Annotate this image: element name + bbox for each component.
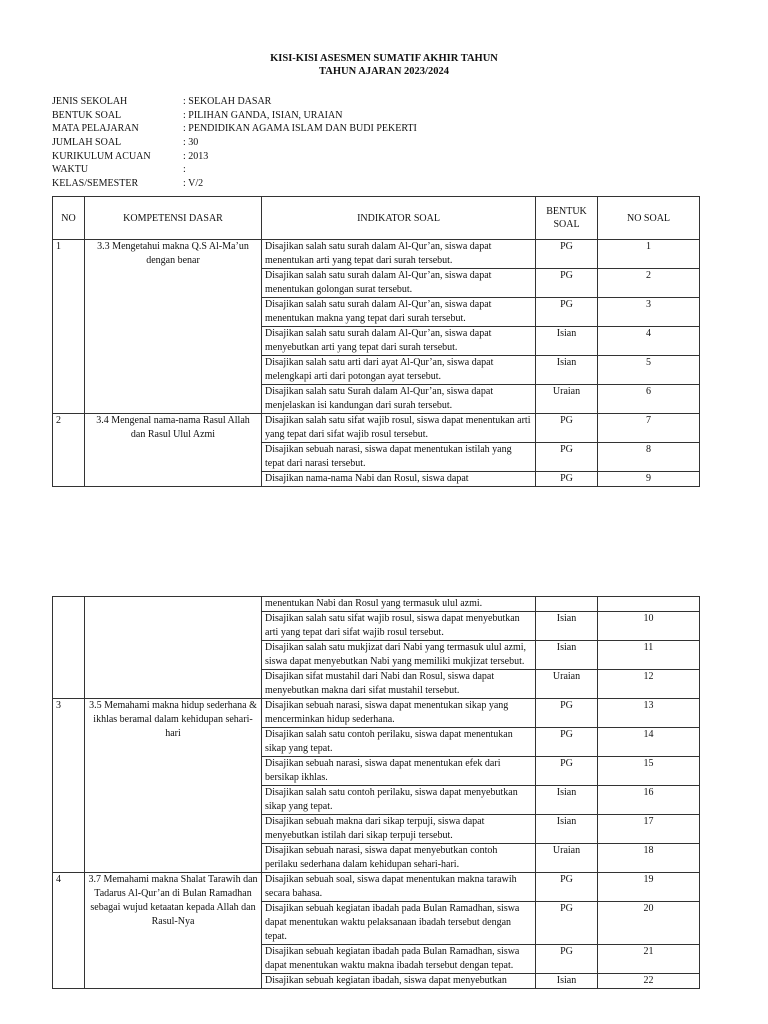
row-number: 3 — [53, 699, 85, 873]
no-soal-cell: 20 — [598, 902, 700, 945]
bentuk-soal-cell: Isian — [536, 327, 598, 356]
bentuk-soal-cell: Isian — [536, 815, 598, 844]
kompetensi-dasar-cell: 3.3 Mengetahui makna Q.S Al-Ma’un dengan benar — [85, 240, 262, 414]
info-label: JUMLAH SOAL — [52, 137, 122, 149]
no-soal-cell: 7 — [598, 414, 700, 443]
info-value: : SEKOLAH DASAR — [183, 96, 272, 107]
info-value: : PILIHAN GANDA, ISIAN, URAIAN — [183, 109, 343, 121]
bentuk-soal-cell: PG — [536, 298, 598, 327]
no-soal-cell: 22 — [598, 974, 700, 989]
bentuk-soal-cell: PG — [536, 414, 598, 443]
bentuk-soal-cell: Isian — [536, 641, 598, 670]
no-soal-cell: 3 — [598, 298, 700, 327]
info-label: KURIKULUM ACUAN — [52, 150, 151, 162]
no-soal-cell: 4 — [598, 327, 700, 356]
no-soal-cell: 14 — [598, 728, 700, 757]
bentuk-soal-cell — [536, 597, 598, 612]
kompetensi-dasar-cell: 3.7 Memahami makna Shalat Tarawih dan Tadarus Al-Qur’an di Bulan Ramadhan sebagai wujud ketaatan kepada Allah dan Rasul-Nya — [85, 873, 262, 989]
bentuk-soal-cell: Uraian — [536, 844, 598, 873]
header-no-soal: NO SOAL — [598, 197, 700, 240]
bentuk-soal-cell: PG — [536, 240, 598, 269]
no-soal-cell: 13 — [598, 699, 700, 728]
table-row-continuation — [53, 597, 700, 612]
no-soal-cell: 5 — [598, 356, 700, 385]
header-kompetensi-dasar: KOMPETENSI DASAR — [85, 197, 262, 240]
bentuk-soal-cell: PG — [536, 472, 598, 487]
indikator-cell: Disajikan sebuah narasi, siswa dapat menentukan sikap yang mencerminkan hidup sederhana. — [262, 699, 536, 728]
kisi-kisi-table-page2 — [52, 596, 700, 989]
info-label: MATA PELAJARAN — [52, 123, 139, 135]
kompetensi-dasar-continued — [85, 597, 262, 699]
no-soal-cell: 12 — [598, 670, 700, 699]
indikator-cell: Disajikan salah satu contoh perilaku, siswa dapat menentukan sikap yang tepat. — [262, 728, 536, 757]
indikator-cell: Disajikan sebuah kegiatan ibadah pada Bulan Ramadhan, siswa dapat menentukan waktu makna ibadah tersebut dengan tepat. — [262, 945, 536, 974]
header-bentuk-line2: SOAL — [553, 219, 580, 230]
header-indikator-soal: INDIKATOR SOAL — [262, 197, 536, 240]
indikator-cell: Disajikan salah satu surah dalam Al-Qur’an, siswa dapat menentukan makna yang tepat dari surah tersebut. — [262, 298, 536, 327]
no-soal-cell: 15 — [598, 757, 700, 786]
info-value: : V/2 — [183, 178, 204, 190]
no-soal-cell: 11 — [598, 641, 700, 670]
kompetensi-dasar-cell: 3.4 Mengenal nama-nama Rasul Allah dan Rasul Ulul Azmi — [85, 414, 262, 487]
kompetensi-dasar-cell: 3.5 Memahami makna hidup sederhana & ikhlas beramal dalam kehidupan sehari-hari — [85, 699, 262, 873]
bentuk-soal-cell: PG — [536, 269, 598, 298]
indikator-cell: Disajikan salah satu mukjizat dari Nabi yang termasuk ulul azmi, siswa dapat menyebutkan Nabi yang memiliki mukjizat tersebut. — [262, 641, 536, 670]
kisi-kisi-table-page1 — [52, 196, 700, 487]
indikator-cell: Disajikan salah satu sifat wajib rosul, siswa dapat menyebutkan arti yang tepat dari sifat wajib rosul tersebut. — [262, 612, 536, 641]
info-value: : PENDIDIKAN AGAMA ISLAM DAN BUDI PEKERTI — [183, 123, 417, 135]
info-value: : 2013 — [183, 150, 209, 162]
bentuk-soal-cell: Uraian — [536, 670, 598, 699]
no-soal-cell: 19 — [598, 873, 700, 902]
indikator-cell: Disajikan nama-nama Nabi dan Rosul, siswa dapat — [262, 472, 536, 487]
info-label: KELAS/SEMESTER — [52, 178, 139, 190]
indikator-cell: Disajikan salah satu arti dari ayat Al-Qur’an, siswa dapat melengkapi arti dari potongan ayat tersebut. — [262, 356, 536, 385]
document-title: KISI-KISI ASESMEN SUMATIF AKHIR TAHUN — [270, 53, 498, 64]
info-value: : 30 — [183, 137, 199, 149]
indikator-cell: Disajikan salah satu surah dalam Al-Qur’an, siswa dapat menentukan arti yang tepat dari surah tersebut. — [262, 240, 536, 269]
bentuk-soal-cell: Uraian — [536, 385, 598, 414]
no-soal-cell: 2 — [598, 269, 700, 298]
indikator-cell: Disajikan sifat mustahil dari Nabi dan Rosul, siswa dapat menyebutkan makna dari sifat mustahil tersebut. — [262, 670, 536, 699]
no-soal-cell: 8 — [598, 443, 700, 472]
indikator-cell: Disajikan salah satu surah dalam Al-Qur’an, siswa dapat menyebutkan arti yang tepat dari surah tersebut. — [262, 327, 536, 356]
bentuk-soal-cell: PG — [536, 902, 598, 945]
indikator-cell: Disajikan salah satu sifat wajib rosul, siswa dapat menentukan arti yang tepat dari sifat wajib rosul tersebut. — [262, 414, 536, 443]
indikator-continuation: menentukan Nabi dan Rosul yang termasuk ulul azmi. — [262, 597, 536, 612]
bentuk-soal-cell: Isian — [536, 786, 598, 815]
indikator-cell: Disajikan sebuah narasi, siswa dapat menentukan efek dari bersikap ikhlas. — [262, 757, 536, 786]
table-header-row — [53, 197, 700, 240]
bentuk-soal-cell: Isian — [536, 974, 598, 989]
table-row — [53, 414, 700, 443]
bentuk-soal-cell: PG — [536, 443, 598, 472]
header-no: NO — [53, 197, 85, 240]
indikator-cell: Disajikan salah satu Surah dalam Al-Qur’an, siswa dapat menjelaskan isi kandungan dari surah tersebut. — [262, 385, 536, 414]
no-soal-cell: 1 — [598, 240, 700, 269]
indikator-cell: Disajikan sebuah soal, siswa dapat menentukan makna tarawih secara bahasa. — [262, 873, 536, 902]
bentuk-soal-cell: PG — [536, 945, 598, 974]
bentuk-soal-cell: PG — [536, 757, 598, 786]
indikator-cell: Disajikan sebuah makna dari sikap terpuji, siswa dapat menyebutkan istilah dari sikap terpuji tersebut. — [262, 815, 536, 844]
no-soal-cell: 18 — [598, 844, 700, 873]
indikator-cell: Disajikan sebuah narasi, siswa dapat menentukan istilah yang tepat dari narasi tersebut. — [262, 443, 536, 472]
no-soal-cell: 16 — [598, 786, 700, 815]
info-label: BENTUK SOAL — [52, 109, 122, 121]
info-value: : — [183, 164, 186, 176]
bentuk-soal-cell: PG — [536, 873, 598, 902]
no-soal-cell: 17 — [598, 815, 700, 844]
no-soal-cell: 21 — [598, 945, 700, 974]
no-soal-cell: 10 — [598, 612, 700, 641]
info-label: WAKTU — [52, 164, 89, 176]
indikator-cell: Disajikan sebuah narasi, siswa dapat menyebutkan contoh perilaku sederhana dalam kehidupan sehari-hari. — [262, 844, 536, 873]
info-label: JENIS SEKOLAH — [52, 96, 128, 107]
header-bentuk-line1: BENTUK — [546, 206, 587, 217]
indikator-cell: Disajikan salah satu surah dalam Al-Qur’an, siswa dapat menentukan golongan surat tersebut. — [262, 269, 536, 298]
indikator-cell: Disajikan sebuah kegiatan ibadah pada Bulan Ramadhan, siswa dapat menentukan waktu pelaksanaan ibadah tersebut dengan tepat. — [262, 902, 536, 945]
no-soal-cell: 6 — [598, 385, 700, 414]
row-number: 1 — [53, 240, 85, 414]
table-row — [53, 873, 700, 902]
document-subtitle: TAHUN AJARAN 2023/2024 — [319, 66, 449, 77]
indikator-cell: Disajikan sebuah kegiatan ibadah, siswa dapat menyebutkan — [262, 974, 536, 989]
bentuk-soal-cell: Isian — [536, 356, 598, 385]
row-number-continued — [53, 597, 85, 699]
row-number: 4 — [53, 873, 85, 989]
row-number: 2 — [53, 414, 85, 487]
indikator-cell: Disajikan salah satu contoh perilaku, siswa dapat menyebutkan sikap yang tepat. — [262, 786, 536, 815]
bentuk-soal-cell: PG — [536, 728, 598, 757]
bentuk-soal-cell: Isian — [536, 612, 598, 641]
no-soal-cell: 9 — [598, 472, 700, 487]
no-soal-cell — [598, 597, 700, 612]
table-row — [53, 699, 700, 728]
table-row — [53, 240, 700, 269]
header-bentuk-soal — [536, 197, 598, 240]
bentuk-soal-cell: PG — [536, 699, 598, 728]
